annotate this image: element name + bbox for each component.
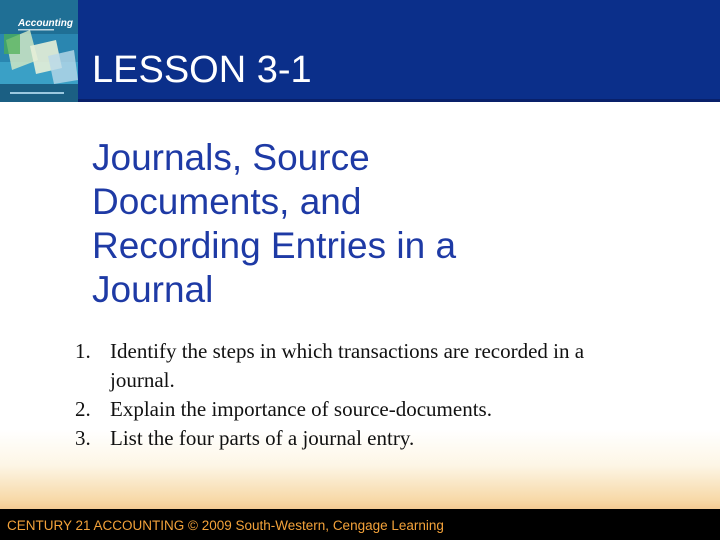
book-cover-image: [0, 0, 78, 102]
objective-text: Identify the steps in which transactions are recorded in a journal.: [110, 339, 585, 392]
objective-text: List the four parts of a journal entry.: [110, 426, 415, 450]
footer-bar: [0, 509, 720, 540]
lesson-title: LESSON 3-1: [92, 49, 312, 91]
objective-item: [75, 337, 585, 395]
objective-number: 2.: [75, 397, 91, 421]
objective-number: 3.: [75, 426, 91, 450]
lesson-subtitle: Journals, Source Documents, and Recording Entries in a Journal: [92, 137, 457, 310]
objective-text: Explain the importance of source-documents.: [110, 397, 492, 421]
objective-item: [75, 395, 585, 424]
header-bar: [0, 0, 720, 102]
objective-item: [75, 424, 585, 453]
objectives-list: [75, 337, 585, 453]
book-cover-title: Accounting: [18, 18, 73, 29]
objective-number: 1.: [75, 339, 91, 363]
header-divider: [78, 99, 720, 102]
footer-copyright: CENTURY 21 ACCOUNTING © 2009 South-Western, Cengage Learning: [7, 518, 444, 533]
